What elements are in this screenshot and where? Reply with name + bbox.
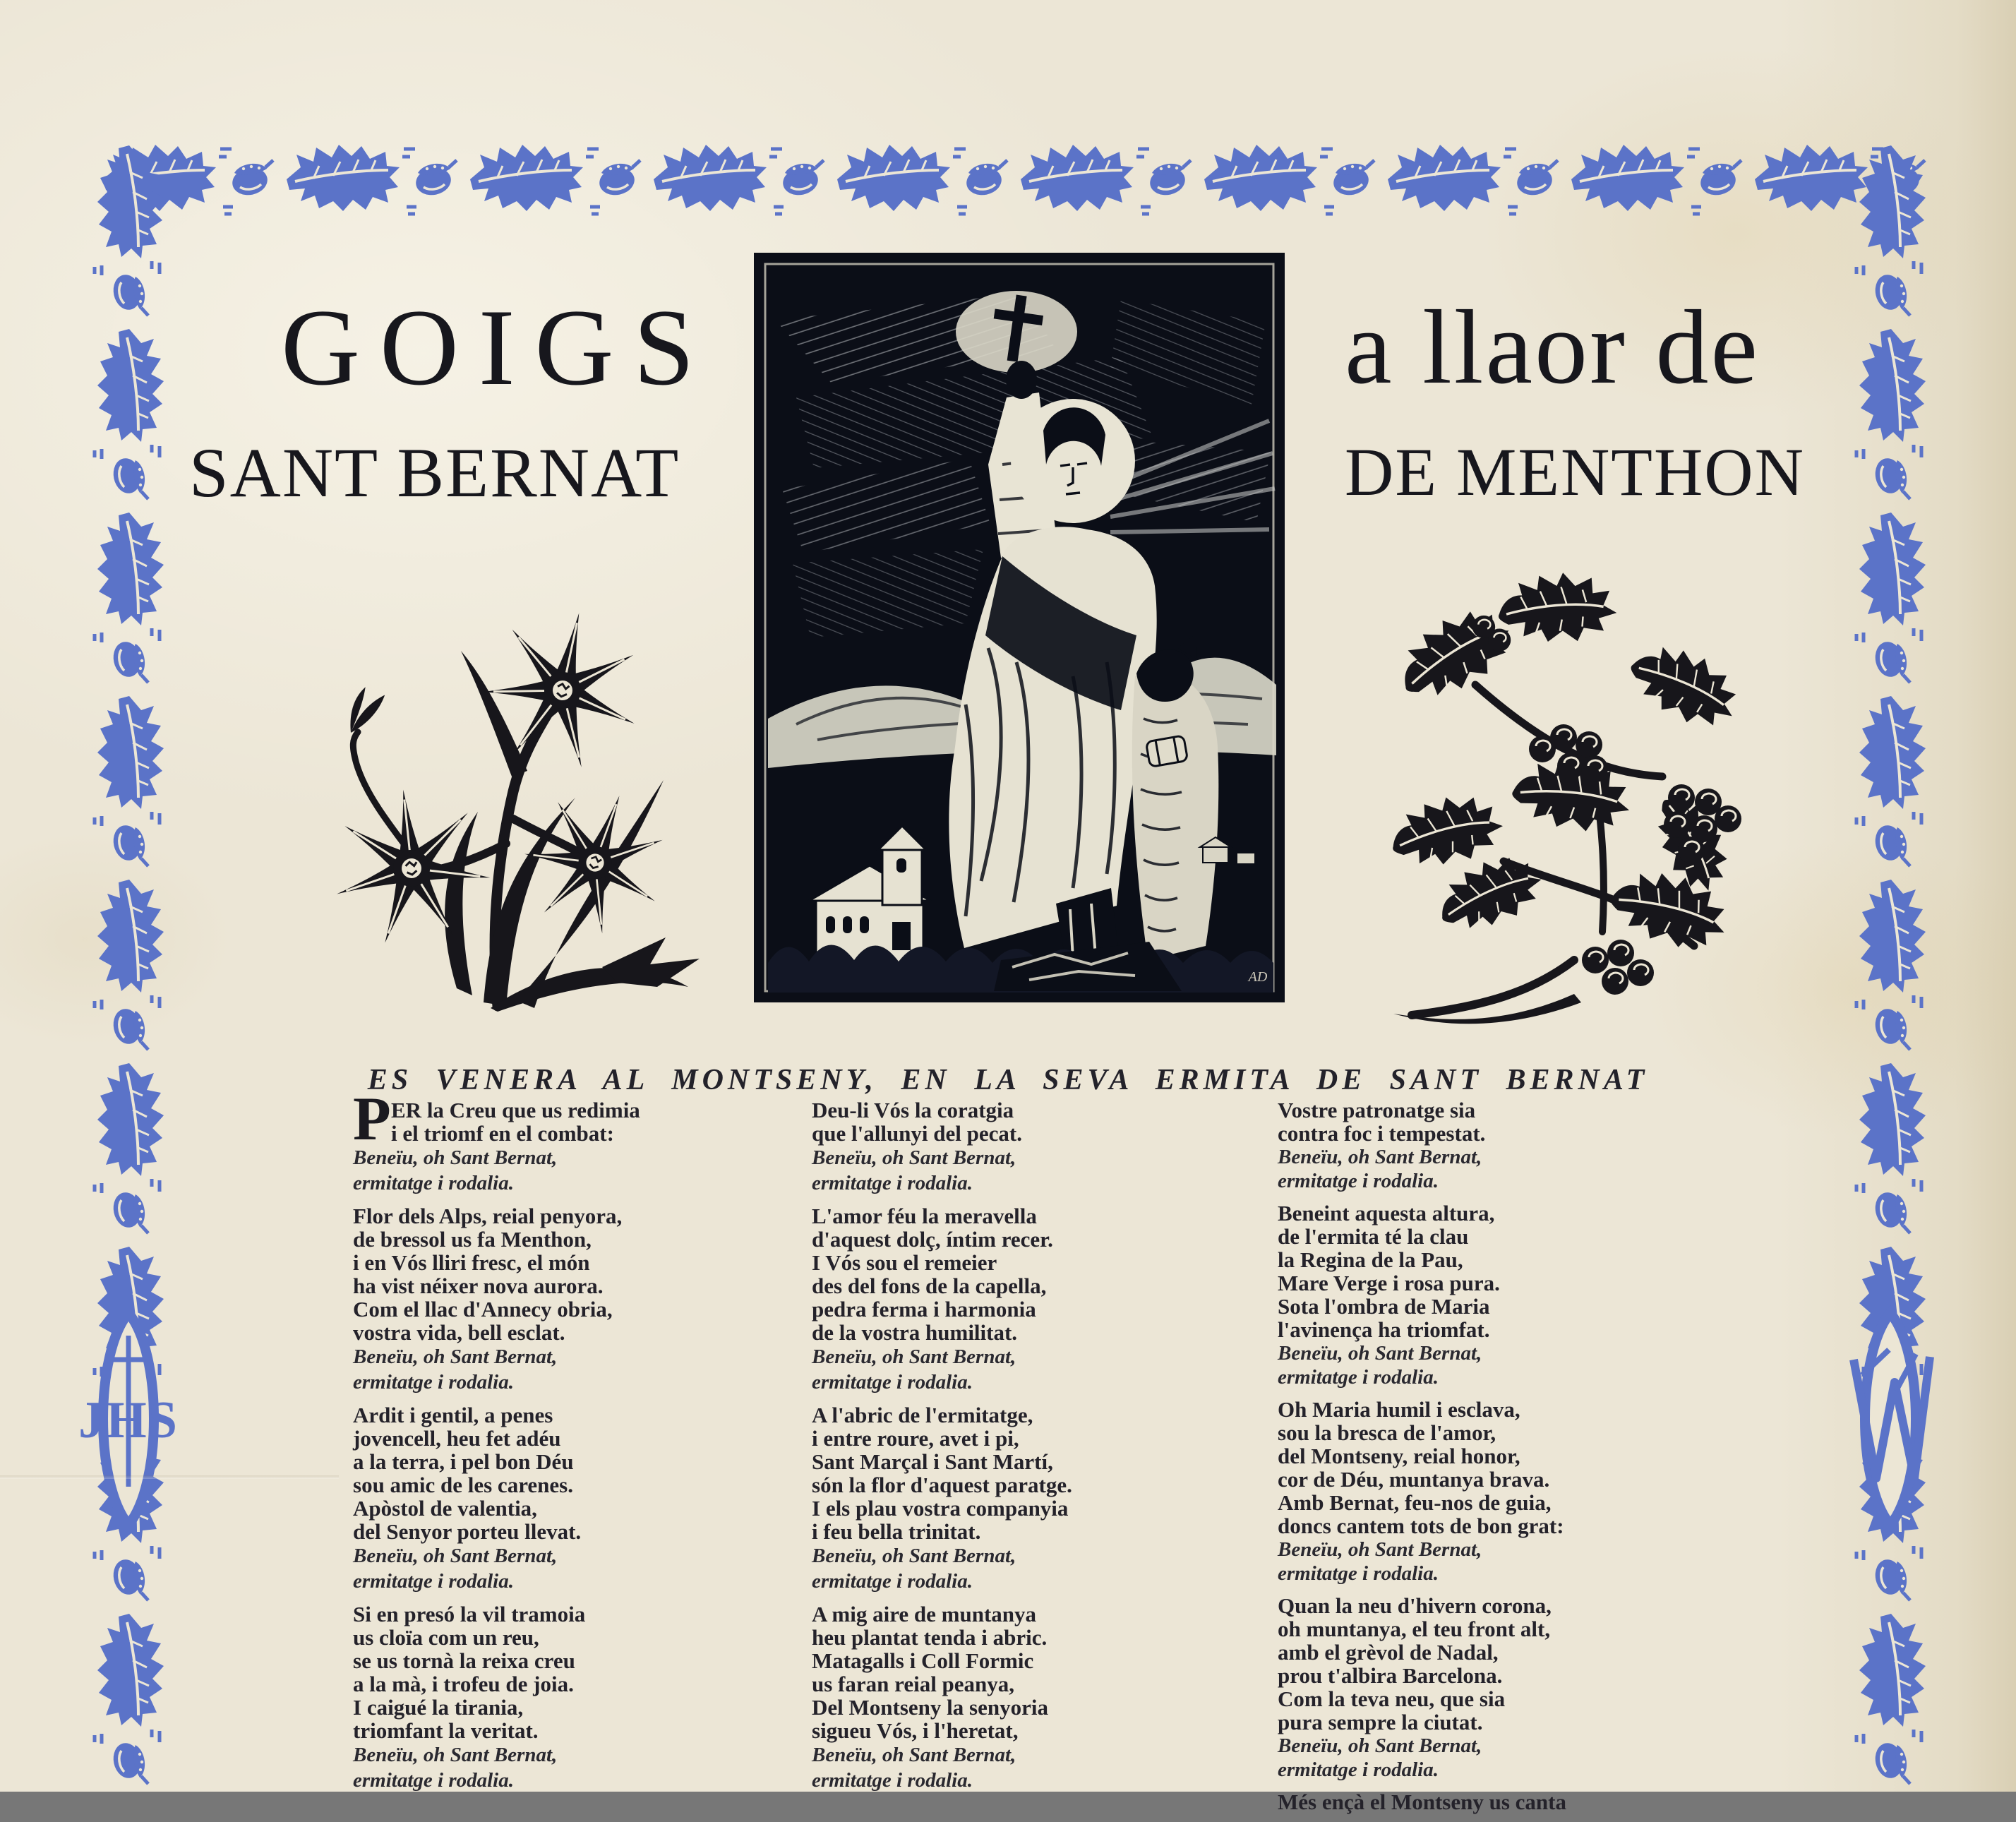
verse-line: Quan la neu d'hivern corona, xyxy=(1278,1593,1552,1618)
verse-line: Beneint aquesta altura, xyxy=(1278,1201,1495,1225)
refrain-line: ermitatge i rodalia. xyxy=(812,1172,973,1194)
refrain-line: Beneïu, oh Sant Bernat, xyxy=(812,1545,1016,1567)
verse-line: prou t'albira Barcelona. xyxy=(1278,1663,1503,1688)
verse-line: jovencell, heu fet adéu xyxy=(353,1426,561,1451)
verse-line: Mare Verge i rosa pura. xyxy=(1278,1271,1500,1295)
refrain-line: ermitatge i rodalia. xyxy=(1278,1366,1439,1389)
verse-line: vostra vida, bell esclat. xyxy=(353,1320,565,1345)
verse-line: Amb Bernat, feu-nos de guia, xyxy=(1278,1490,1552,1515)
woodcut-signature: AD xyxy=(1248,969,1268,985)
refrain-line: ermitatge i rodalia. xyxy=(1278,1170,1439,1192)
verse-line: i feu bella trinitat. xyxy=(812,1519,981,1544)
verse-line: Apòstol de valentia, xyxy=(353,1496,537,1521)
stanza xyxy=(1278,1398,1701,1586)
verse-line: i entre roure, avet i pi, xyxy=(812,1426,1019,1451)
stanza xyxy=(1278,1594,1701,1782)
verse-line: Més ençà el Montseny us canta xyxy=(1278,1790,1566,1814)
refrain-line: Beneïu, oh Sant Bernat, xyxy=(353,1345,558,1368)
verse-line: des del fons de la capella, xyxy=(812,1273,1047,1298)
verse-line: I Vós sou el remeier xyxy=(812,1250,997,1275)
verse-line: A mig aire de muntanya xyxy=(812,1602,1037,1626)
refrain-line: Beneïu, oh Sant Bernat, xyxy=(1278,1734,1482,1757)
verse-line: heu plantat tenda i abric. xyxy=(812,1625,1048,1650)
verse-line: a la terra, i pel bon Déu xyxy=(353,1449,574,1474)
verse-line: de l'ermita té la clau xyxy=(1278,1224,1469,1249)
verse-line: cor de Déu, muntanya brava. xyxy=(1278,1467,1550,1492)
subtitle-line: ES VENERA AL MONTSENY, EN LA SEVA ERMITA DE SANT BERNAT xyxy=(367,1064,1649,1096)
stanza xyxy=(1278,1098,1701,1193)
stanza xyxy=(353,1403,776,1594)
refrain-line: ermitatge i rodalia. xyxy=(812,1769,973,1792)
verse-line: Oh Maria humil i esclava, xyxy=(1278,1397,1520,1422)
verse-line: Del Montseny la senyoria xyxy=(812,1695,1048,1720)
jhs-medallion xyxy=(78,1313,179,1525)
flowers-woodcut xyxy=(279,565,702,1013)
verse-line: triomfant la veritat. xyxy=(353,1718,539,1743)
verse-line: Deu-li Vós la coratgia xyxy=(812,1098,1014,1122)
holly-woodcut xyxy=(1362,565,1768,1020)
verse-column-2 xyxy=(812,1098,1235,1802)
verse-line: Sota l'ombra de Maria xyxy=(1278,1294,1490,1319)
refrain-line: ermitatge i rodalia. xyxy=(353,1769,514,1792)
refrain-line: Beneïu, oh Sant Bernat, xyxy=(812,1744,1016,1766)
verse-line: sigueu Vós, i l'heretat, xyxy=(812,1718,1019,1743)
refrain-line: ermitatge i rodalia. xyxy=(1278,1758,1439,1781)
title-de-menthon: DE MENTHON xyxy=(1345,434,1805,510)
verse-line: L'amor féu la meravella xyxy=(812,1204,1037,1228)
stanza xyxy=(1278,1201,1701,1389)
verse-line: us faran reial peanya, xyxy=(812,1672,1015,1696)
stanza xyxy=(812,1403,1235,1594)
verse-line: la Regina de la Pau, xyxy=(1278,1247,1463,1272)
title-a-llaor-de: a llaor de xyxy=(1345,289,1760,406)
verse-line: sou amic de les carenes. xyxy=(353,1473,573,1497)
refrain-line: Beneïu, oh Sant Bernat, xyxy=(1278,1146,1482,1168)
verse-line: us cloïa com un reu, xyxy=(353,1625,539,1650)
verse-line: se us tornà la reixa creu xyxy=(353,1648,575,1673)
stanza xyxy=(812,1204,1235,1395)
saint-bernat-woodcut xyxy=(754,253,1285,1002)
verse-line: i en Vós lliri fresc, el món xyxy=(353,1250,590,1275)
verse-line: del Senyor porteu llevat. xyxy=(353,1519,582,1544)
marian-medallion xyxy=(1854,1313,1930,1525)
verse-line: doncs cantem tots de bon grat: xyxy=(1278,1514,1564,1538)
refrain-line: ermitatge i rodalia. xyxy=(353,1570,514,1593)
verse-line: Com la teva neu, que sia xyxy=(1278,1686,1506,1711)
verse-column-3 xyxy=(1278,1098,1701,1822)
verse-line: A l'abric de l'ermitatge, xyxy=(812,1403,1033,1427)
verse-line: I caigué la tirania, xyxy=(353,1695,524,1720)
stanza xyxy=(812,1098,1235,1196)
verse-line: P ER la Creu que us redimia xyxy=(353,1085,640,1153)
verse-line: amb el grèvol de Nadal, xyxy=(1278,1640,1499,1665)
stanza xyxy=(353,1602,776,1793)
dropcap-letter: P xyxy=(353,1085,391,1153)
refrain-line: ermitatge i rodalia. xyxy=(812,1570,973,1593)
stanza xyxy=(353,1085,776,1196)
stanza xyxy=(812,1602,1235,1793)
verse-line: Si en presó la vil tramoia xyxy=(353,1602,586,1626)
title-goigs: GOIGS xyxy=(281,287,714,408)
verse-column-1 xyxy=(353,1085,776,1802)
verse-line: de bressol us fa Menthon, xyxy=(353,1227,592,1252)
jhs-monogram: JHS xyxy=(78,1391,179,1449)
refrain-line: Beneïu, oh Sant Bernat, xyxy=(1278,1342,1482,1365)
refrain-line: ermitatge i rodalia. xyxy=(353,1172,514,1194)
stanza xyxy=(353,1204,776,1395)
verse-line: Matagalls i Coll Formic xyxy=(812,1648,1034,1673)
verse-line: de la vostra humilitat. xyxy=(812,1320,1018,1345)
verse-line: Com el llac d'Annecy obria, xyxy=(353,1297,613,1321)
verse-line: i el triomf en el combat: xyxy=(391,1121,614,1146)
verse-line: d'aquest dolç, íntim recer. xyxy=(812,1227,1053,1252)
title-sant-bernat: SANT BERNAT xyxy=(189,433,680,512)
refrain-line: Beneïu, oh Sant Bernat, xyxy=(812,1146,1016,1169)
verse-line: del Montseny, reial honor, xyxy=(1278,1444,1520,1468)
refrain-line: Beneïu, oh Sant Bernat, xyxy=(812,1345,1016,1368)
verse-line: pedra ferma i harmonia xyxy=(812,1297,1036,1321)
verse-line: Ardit i gentil, a penes xyxy=(353,1403,553,1427)
refrain-line: ermitatge i rodalia. xyxy=(1278,1562,1439,1585)
verse-line: a la mà, i trofeu de joia. xyxy=(353,1672,574,1696)
verse-line: sou la bresca de l'amor, xyxy=(1278,1420,1496,1445)
refrain-line: Beneïu, oh Sant Bernat, xyxy=(353,1744,558,1766)
verse-line: contra foc i tempestat. xyxy=(1278,1121,1486,1146)
stanza xyxy=(1278,1790,1701,1814)
refrain-line: Beneïu, oh Sant Bernat, xyxy=(1278,1538,1482,1561)
verse-line: oh muntanya, el teu front alt, xyxy=(1278,1617,1551,1641)
refrain-line: Beneïu, oh Sant Bernat, xyxy=(353,1545,558,1567)
verse-line: són la flor d'aquest paratge. xyxy=(812,1473,1072,1497)
verse-line: Sant Marçal i Sant Martí, xyxy=(812,1449,1053,1474)
verse-line: Flor dels Alps, reial penyora, xyxy=(353,1204,623,1228)
verse-line: que l'allunyi del pecat. xyxy=(812,1121,1022,1146)
verse-line: l'avinença ha triomfat. xyxy=(1278,1317,1490,1342)
verse-line: pura sempre la ciutat. xyxy=(1278,1710,1483,1734)
verse-line: I els plau vostra companyia xyxy=(812,1496,1069,1521)
refrain-line: ermitatge i rodalia. xyxy=(812,1371,973,1394)
refrain-line: ermitatge i rodalia. xyxy=(353,1371,514,1394)
verse-line: Vostre patronatge sia xyxy=(1278,1098,1476,1122)
refrain-line: Beneïu, oh Sant Bernat, xyxy=(353,1146,558,1169)
verse-line: ha vist néixer nova aurora. xyxy=(353,1273,604,1298)
